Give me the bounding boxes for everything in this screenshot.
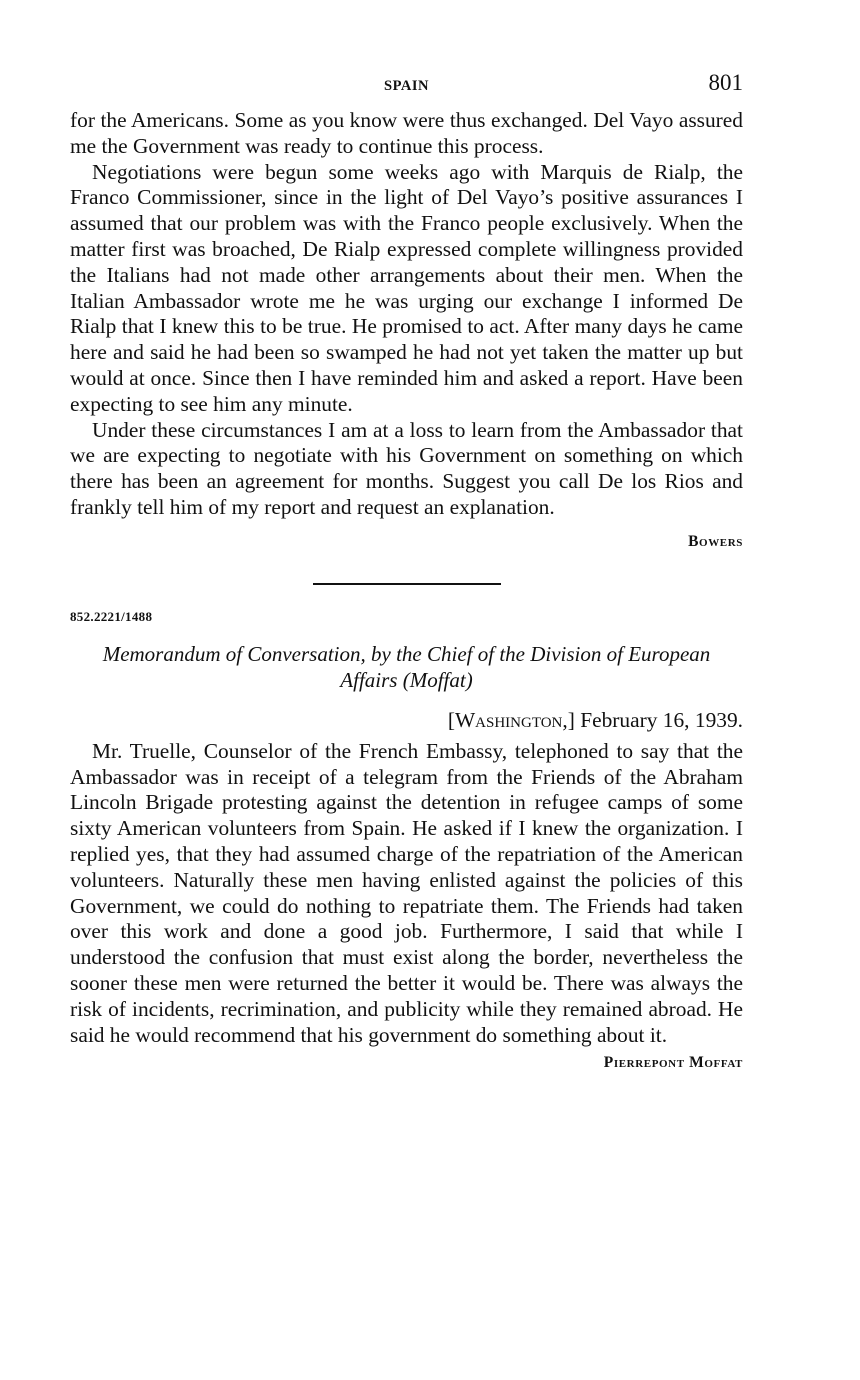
letter-signature: Bowers: [688, 532, 743, 550]
dateline: [70, 707, 743, 733]
memorandum-body: Mr. Truelle, Counselor of the French Embassy, telephoned to say that the Ambassador was in receipt of a telegram from the Friends of the Abraham Lincoln Brigade protesting against the detention in refugee camps of some sixty American volunteers from Spain. He asked if I knew the organization. I replied yes, that they had assumed charge of the repatriation of the American volunteers. Naturally these men having enlisted against the policies of this Government, we could do nothing to repatriate them. The Friends had taken over this work and done a good job. Furthermore, I said that while I understood the confusion that must exist along the border, nevertheless the sooner these men were returned the better it would be. There was always the risk of incidents, recrimination, and publicity while they remained abroad. He said he would recommend that his government do something about it.: [70, 738, 743, 1047]
letter-paragraph-2: Negotiations were begun some weeks ago with Marquis de Rialp, the Franco Commissioner, since in the light of Del Vayo’s positive assurances I assumed that our problem was with the Franco people exclusively. When the matter first was broached, De Rialp expressed complete willingness provided the Italians had not made other arrangements about their men. When the Italian Ambassador wrote me he was urging our exchange I informed De Rialp that I knew this to be true. He promised to act. After many days he came here and said he had been so swamped he had not yet taken the matter up but would at once. Since then I have reminded him and asked a report. Have been expecting to see him any minute.: [70, 159, 743, 416]
file-number: 852.2221/1488: [70, 608, 153, 624]
document-page: [70, 68, 743, 1072]
running-head: SPAIN: [384, 78, 429, 94]
letter-paragraph-3: Under these circumstances I am at a loss to learn from the Ambassador that we are expecting to negotiate with his Government on something on which there has been an agreement for months. Suggest you call De los Rios and frankly tell him of my report and request an explanation.: [70, 417, 743, 519]
page-number: 801: [708, 70, 743, 95]
dateline-place: [Washington,]: [447, 707, 575, 732]
dateline-date: February 16, 1939.: [580, 707, 743, 732]
page-header: [70, 68, 743, 108]
memorandum-signature: Pierrepont Moffat: [603, 1054, 743, 1072]
letter-paragraph-1: for the Americans. Some as you know were thus exchanged. Del Vayo assured me the Government was ready to continue this process.: [70, 108, 743, 158]
memorandum-title: Memorandum of Conversation, by the Chief of the Division of European Affairs (Moffat): [102, 641, 711, 692]
section-divider: [313, 583, 501, 585]
